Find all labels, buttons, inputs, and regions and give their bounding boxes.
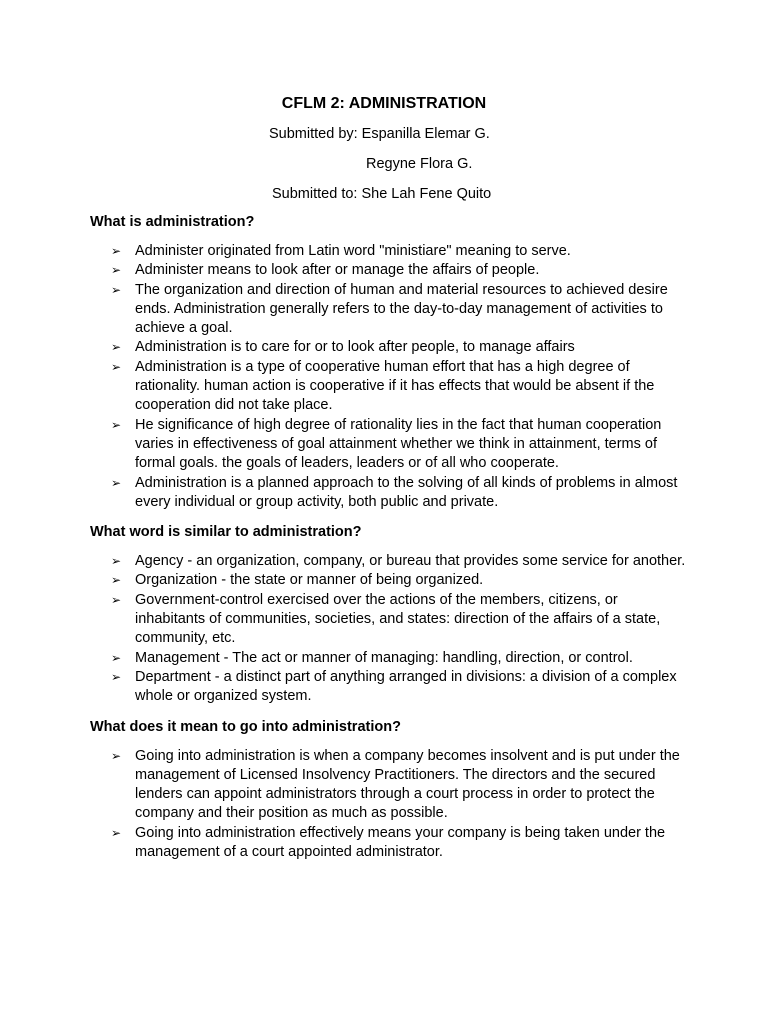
bullet-item [90, 747, 690, 824]
arrowhead-bullet-icon: ➢ [111, 554, 122, 569]
submitted-to-line: Submitted to: She Lah Fene Quito [272, 186, 492, 202]
section-heading: What is administration? [90, 214, 255, 230]
bullet-item [90, 591, 690, 649]
section-heading: What does it mean to go into administration? [90, 718, 401, 735]
document-body [90, 213, 690, 873]
bullet-text: Department - a distinct part of anything arranged in divisions: a division of a complex whole or organized system. [135, 668, 677, 705]
bullet-list [90, 747, 690, 863]
bullet-text: Organization - the state or manner of being organized. [135, 572, 484, 589]
bullet-item [90, 824, 690, 863]
document-title: CFLM 2: ADMINISTRATION [281, 95, 487, 112]
bullet-item [90, 242, 690, 261]
bullet-text: Administration is a type of cooperative human effort that has a high degree of rationality. human action is cooperative if it has effects that would be absent if the cooperation did not take place. [135, 358, 655, 414]
bullet-item [90, 668, 690, 707]
bullet-text: Administer means to look after or manage the affairs of people. [135, 262, 540, 279]
arrowhead-bullet-icon: ➢ [111, 748, 122, 763]
bullet-item [90, 261, 690, 280]
bullet-item [90, 552, 690, 571]
bullet-text: The organization and direction of human and material resources to achieved desire ends. Administration generally refers to the day-to-day management of activities to achieve a goal. [135, 281, 668, 337]
bullet-text: He significance of high degree of rationality lies in the fact that human cooperation varies in effectiveness of goal attainment whether we think in attainment, terms of formal goals. the goals of leaders, leaders or of all who cooperate. [135, 416, 662, 472]
bullet-text: Administration is a planned approach to the solving of all kinds of problems in almost every individual or group activity, both public and private. [135, 474, 678, 510]
bullet-item [90, 416, 690, 474]
arrowhead-bullet-icon: ➢ [111, 282, 122, 297]
bullet-item [90, 358, 690, 416]
arrowhead-bullet-icon: ➢ [111, 475, 122, 490]
arrowhead-bullet-icon: ➢ [111, 263, 122, 278]
arrowhead-bullet-icon: ➢ [111, 417, 122, 432]
bullet-text: Government-control exercised over the actions of the members, citizens, or inhabitants of communities, societies, and states: direction of the affairs of a state, community, etc. [135, 591, 661, 647]
arrowhead-bullet-icon: ➢ [111, 650, 122, 665]
bullet-text: Administer originated from Latin word "ministiare" meaning to serve. [135, 243, 571, 259]
arrowhead-bullet-icon: ➢ [111, 573, 122, 588]
section-heading: What word is similar to administration? [90, 524, 362, 541]
bullet-item [90, 649, 690, 668]
bullet-list [90, 552, 690, 706]
arrowhead-bullet-icon: ➢ [111, 359, 122, 374]
bullet-list [90, 242, 690, 512]
arrowhead-bullet-icon: ➢ [111, 244, 122, 258]
bullet-text: Administration is to care for or to look after people, to manage affairs [135, 339, 575, 356]
bullet-item [90, 281, 690, 339]
arrowhead-bullet-icon: ➢ [111, 825, 122, 840]
bullet-item [90, 571, 690, 590]
arrowhead-bullet-icon: ➢ [111, 340, 122, 355]
bullet-text: Management - The act or manner of managing: handling, direction, or control. [135, 649, 633, 666]
bullet-item [90, 474, 690, 513]
bullet-text: Agency - an organization, company, or bureau that provides some service for another. [135, 553, 686, 570]
arrowhead-bullet-icon: ➢ [111, 592, 122, 607]
arrowhead-bullet-icon: ➢ [111, 669, 122, 684]
bullet-item [90, 338, 690, 357]
bullet-text: Going into administration is when a company becomes insolvent and is put under the management of Licensed Insolvency Practitioners. The directors and the secured lenders can appoint administrators through a court process in order to protect the company and their position as much as possible. [135, 747, 680, 822]
submitted-by-line: Submitted by: Espanilla Elemar G. [269, 126, 490, 142]
bullet-text: Going into administration effectively means your company is being taken under the management of a court appointed administrator. [135, 824, 666, 861]
submitted-by-second-name: Regyne Flora G. [366, 156, 473, 172]
